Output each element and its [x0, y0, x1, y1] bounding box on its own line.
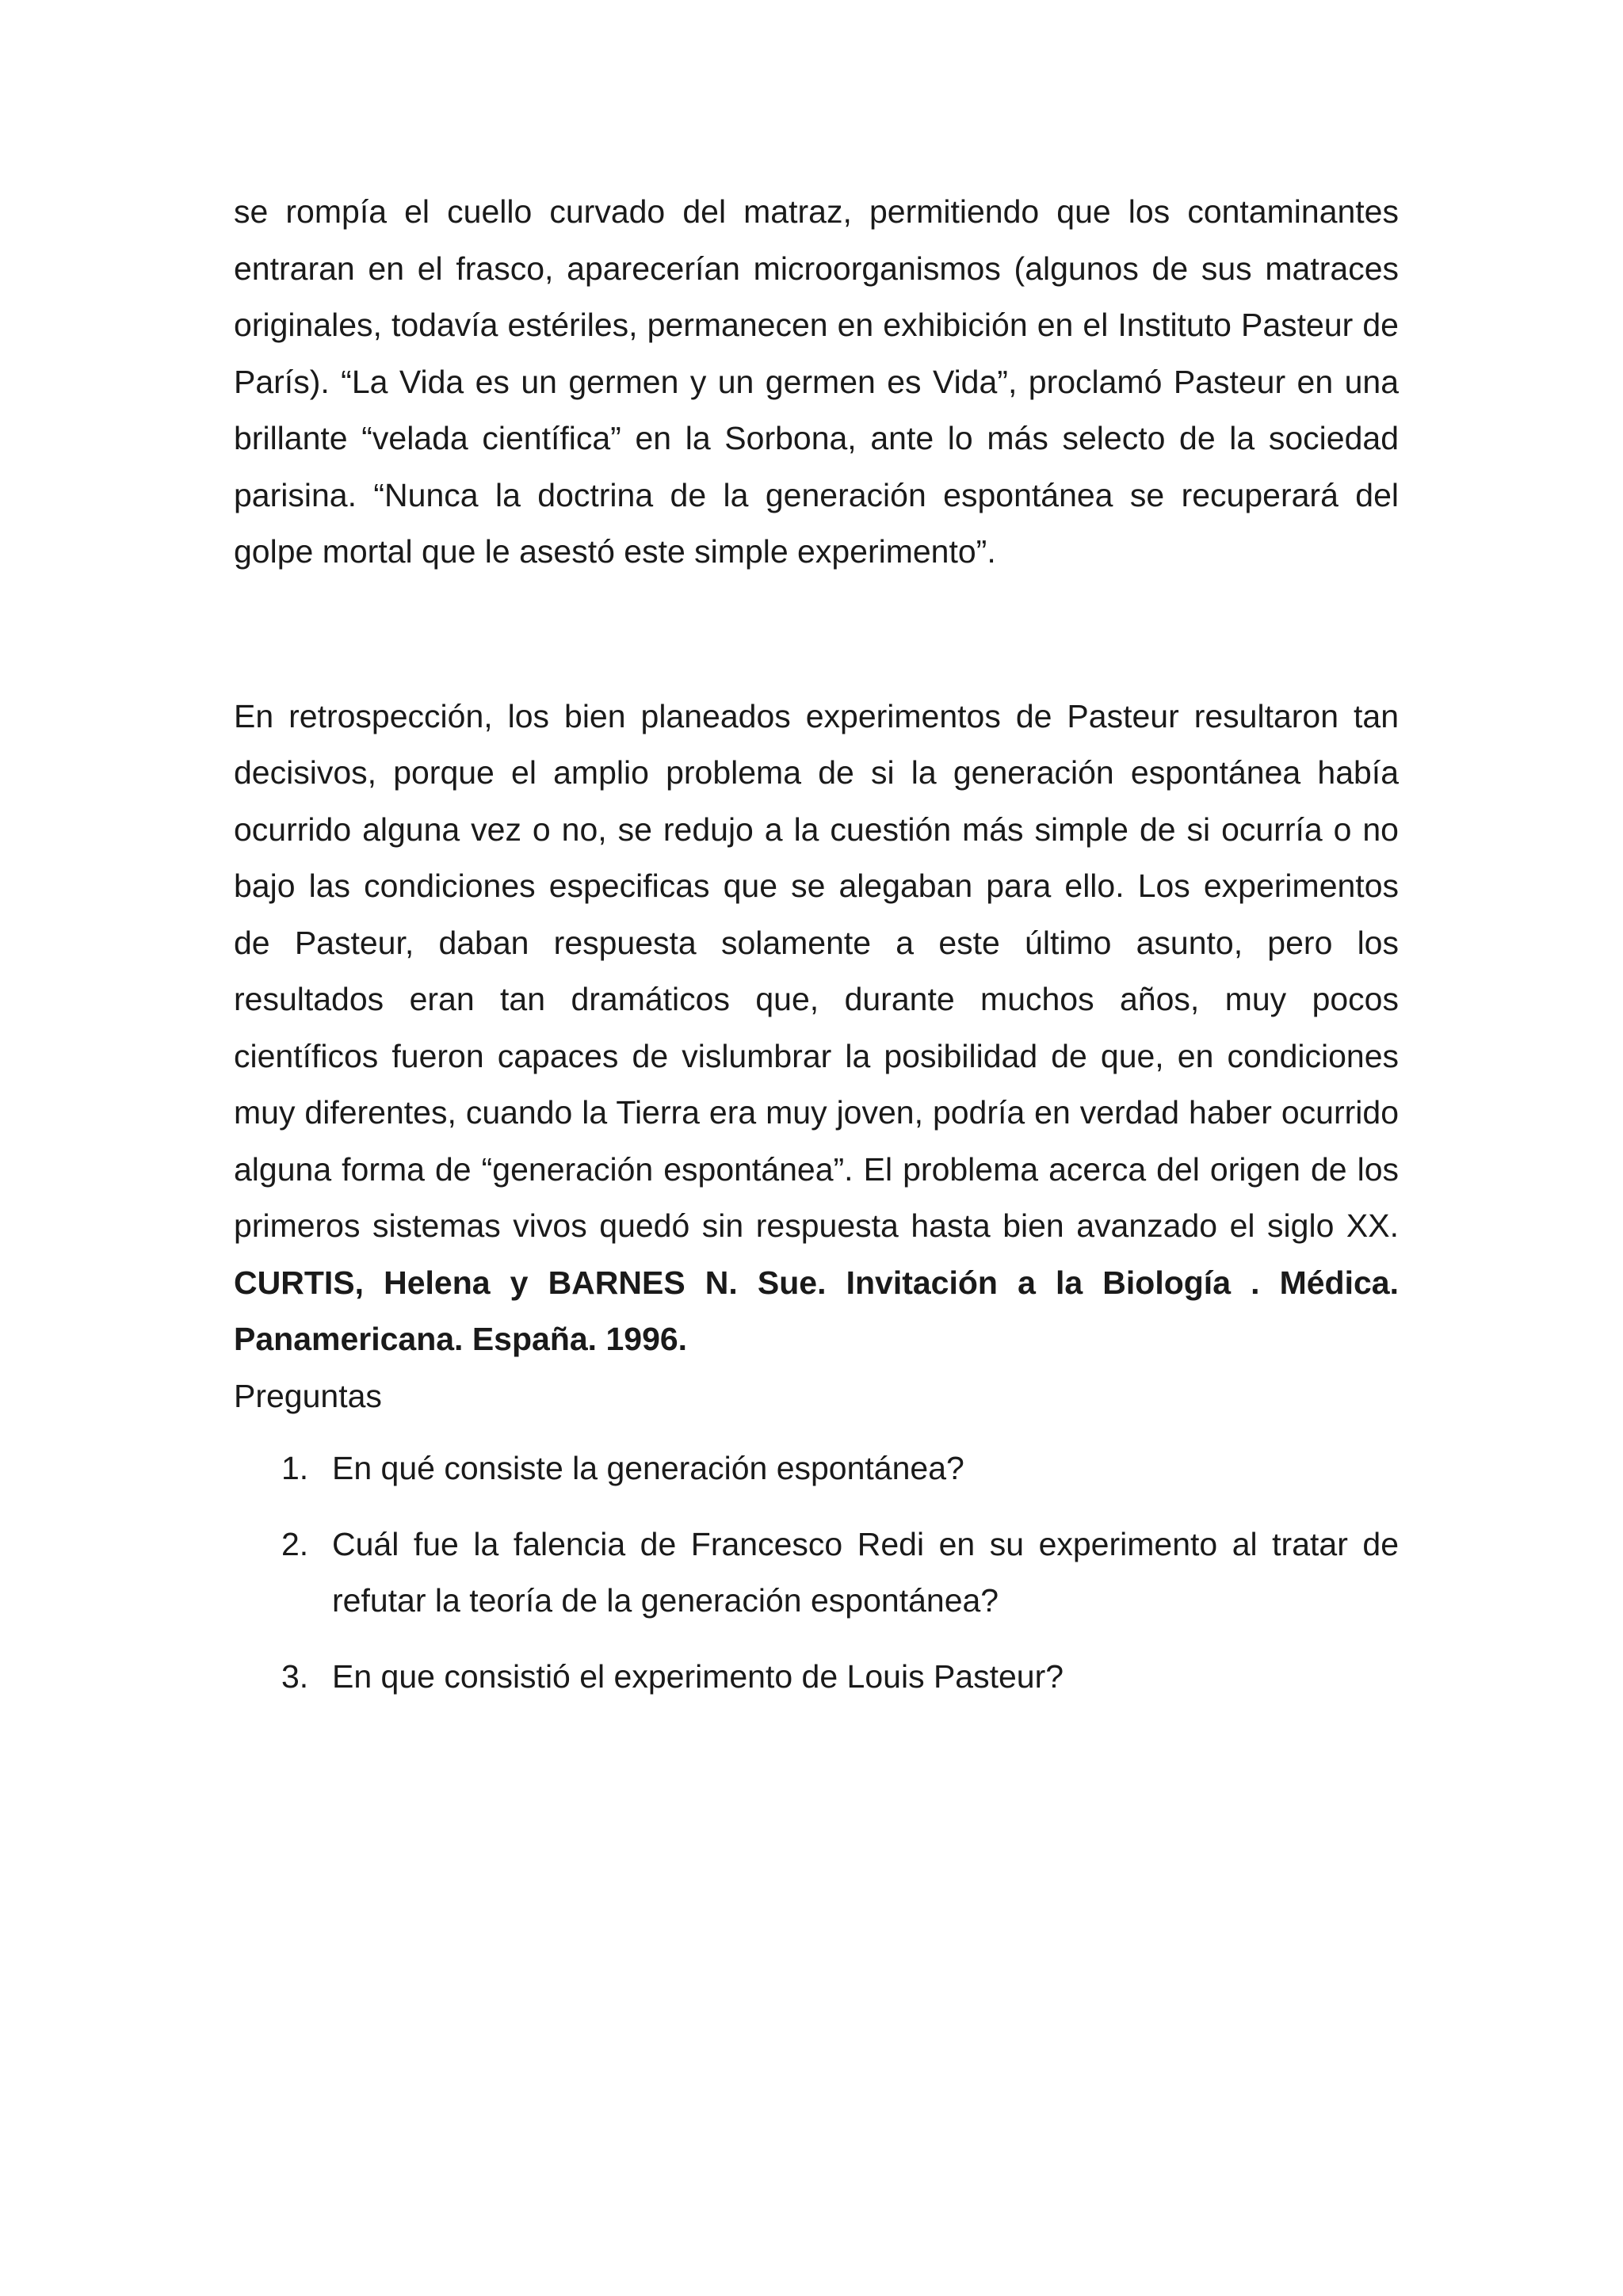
question-number: 1. [281, 1450, 309, 1486]
question-text: Cuál fue la falencia de Francesco Redi en su experimento al tratar de refutar la teoría de la generación espontánea? [332, 1525, 1399, 1619]
questions-heading: Preguntas [234, 1377, 382, 1414]
questions-list [234, 1440, 1399, 1705]
paragraph-retrospection [234, 688, 1399, 1368]
question-text: En que consistió el experimento de Louis Pasteur? [332, 1657, 1064, 1695]
paragraph-pasteur-experiment: se rompía el cuello curvado del matraz, permitiendo que los contaminantes entraran en el frasco, aparecerían microorganismos (algunos de sus matraces originales, todavía estériles, permanecen en exhibición en el Instituto Pasteur de París). “La Vida es un germen y un germen es Vida”, proclamó Pasteur en una brillante “velada científica” en la Sorbona, ante lo más selecto de la sociedad parisina. “Nunca la doctrina de la generación espontánea se recuperará del golpe mortal que le asestó este simple experimento”. [234, 193, 1399, 570]
document-page [234, 184, 1399, 1724]
question-number: 2. [281, 1525, 309, 1562]
question-text: En qué consiste la generación espontánea? [332, 1450, 964, 1486]
question-item [234, 1440, 1399, 1497]
question-number: 3. [281, 1657, 309, 1695]
bibliographic-citation: CURTIS, Helena y BARNES N. Sue. Invitación a la Biología . Médica. Panamericana. España. 1996. [234, 1264, 1399, 1357]
question-item [234, 1649, 1399, 1706]
paragraph-retrospection-text: En retrospección, los bien planeados experimentos de Pasteur resultaron tan decisivos, porque el amplio problema de si la generación espontánea había ocurrido alguna vez o no, se redujo a la cuestión más simple de si ocurría o no bajo las condiciones especificas que se alegaban para ello. Los experimentos de Pasteur, daban respuesta solamente a este último asunto, pero los resultados eran tan dramáticos que, durante muchos años, muy pocos científicos fueron capaces de vislumbrar la posibilidad de que, en condiciones muy diferentes, cuando la Tierra era muy joven, podría en verdad haber ocurrido alguna forma de “generación espontánea”. El problema acerca del origen de los primeros sistemas vivos quedó sin respuesta hasta bien avanzado el siglo XX. [234, 697, 1399, 1244]
question-item [234, 1516, 1399, 1630]
